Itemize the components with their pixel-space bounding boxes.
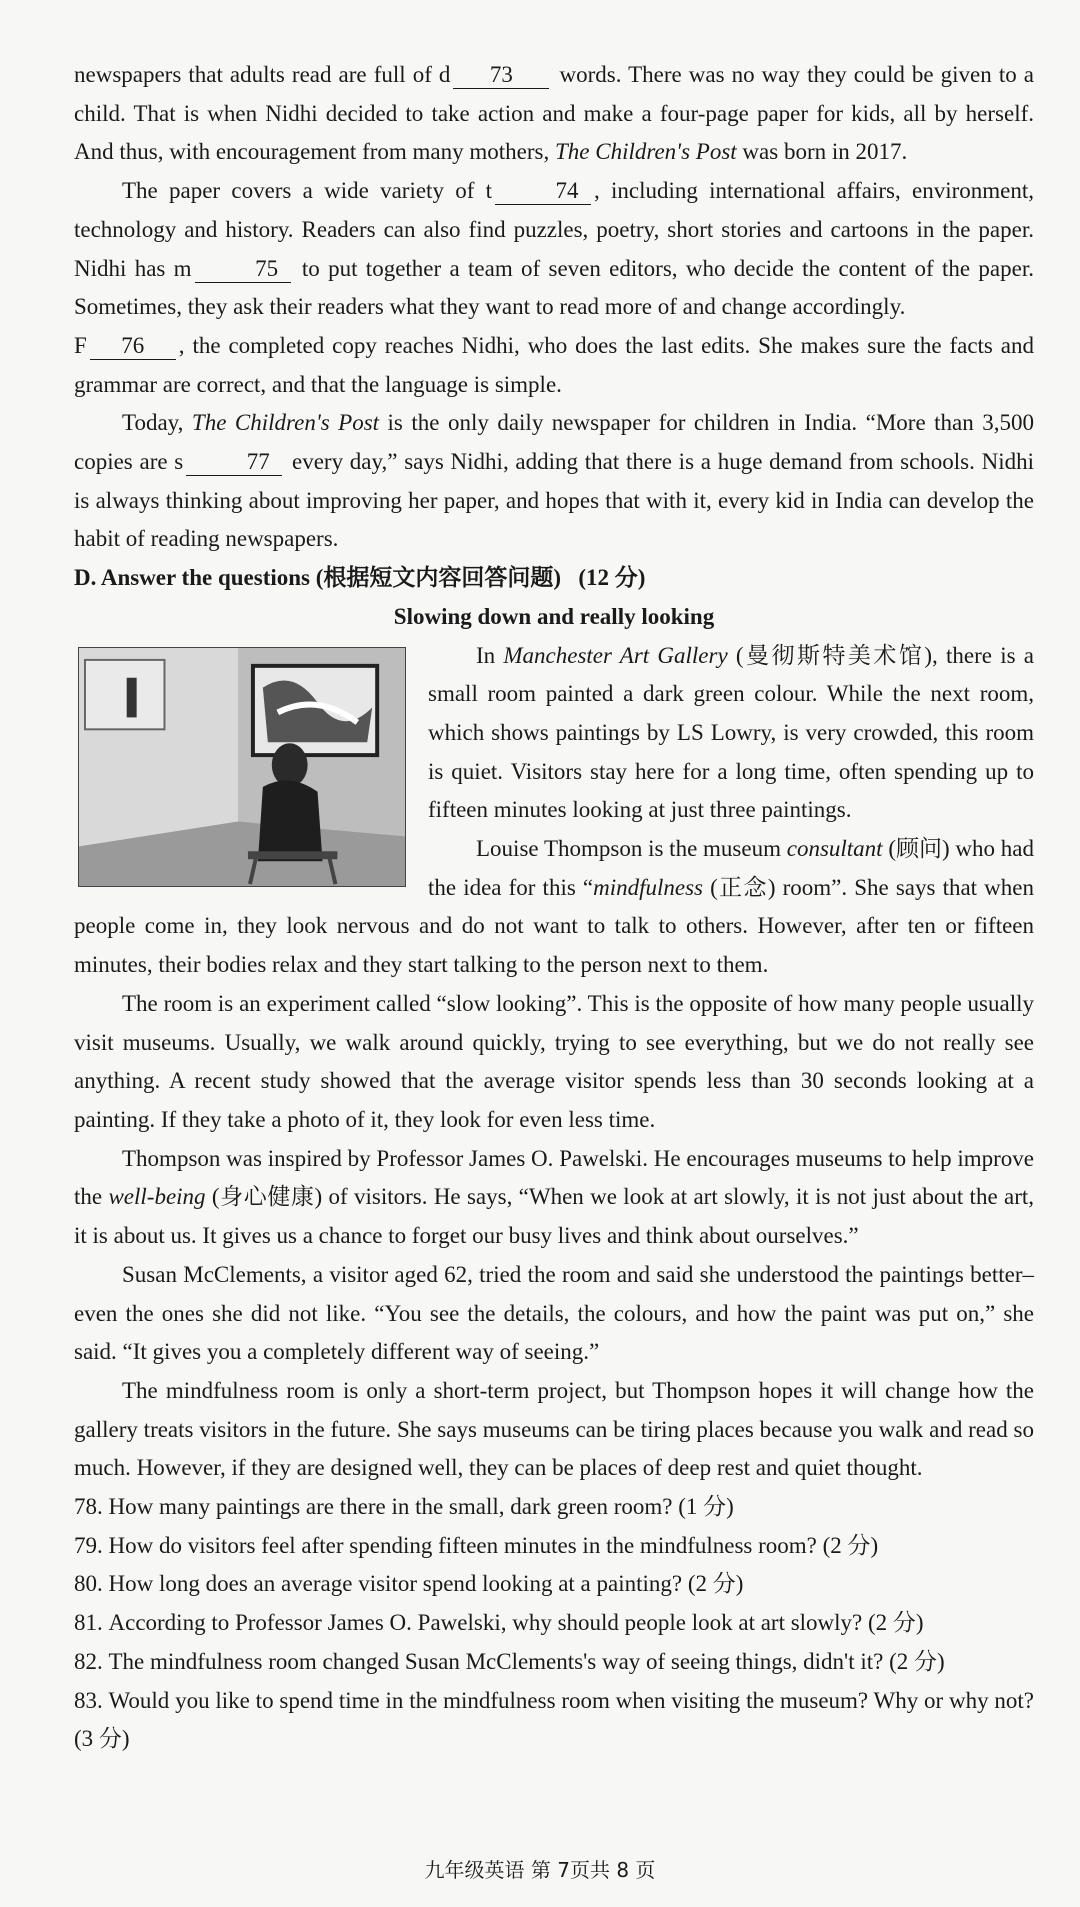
question-82: 82. The mindfulness room changed Susan McClements's way of seeing things, didn't it? (2 分) [74, 1648, 945, 1674]
passage-c-paragraph-1: newspapers that adults read are full of d 73 words. There was no way they could be given to a child. That is when Nidhi decided to take action and make a four-page paper for kids, all by herself. And thus, with encouragement from many mothers, The Children's Post was born in 2017. [74, 62, 1034, 165]
page-content [74, 56, 1034, 1759]
section-d-paragraph-3: The room is an experiment called “slow looking”. This is the opposite of how many people usually visit museums. Usually, we walk around quickly, trying to see everything, but we do not really see anything. A recent study showed that the average visitor spends less than 30 seconds looking at a painting. If they take a photo of it, they look for even less time. [74, 990, 1034, 1132]
gallery-visitor-image-icon [79, 648, 405, 886]
blank-74: 74 [495, 178, 591, 205]
passage-title: Slowing down and really looking [393, 603, 715, 629]
question-83: 83. Would you like to spend time in the mindfulness room when visiting the museum? Why or why not? (3 分) [74, 1687, 1034, 1752]
page-footer: 九年级英语 第 7页共 8 页 [424, 1858, 656, 1882]
gallery-photo [78, 647, 406, 887]
question-81: 81. According to Professor James O. Pawelski, why should people look at art slowly? (2 分) [74, 1610, 924, 1636]
blank-76: 76 [90, 333, 176, 360]
blank-77: 77 [186, 449, 282, 476]
question-78: 78. How many paintings are there in the small, dark green room? (1 分) [74, 1494, 734, 1520]
section-d-paragraph-6: The mindfulness room is only a short-term project, but Thompson hopes it will change how the gallery treats visitors in the future. She says museums can be tiring places because you walk and read so much. However, if they are designed well, they can be places of deep rest and quiet thought. [74, 1377, 1034, 1481]
question-79: 79. How do visitors feel after spending fifteen minutes in the mindfulness room? (2 分) [74, 1532, 879, 1558]
newspaper-title: The Children's Post [554, 139, 737, 165]
passage-c-paragraph-3: F 76 , the completed copy reaches Nidhi, who does the last edits. She makes sure the facts and grammar are correct, and that the language is simple. [74, 332, 1034, 397]
gallery-name: Manchester Art Gallery [503, 642, 728, 668]
section-d-paragraph-4: Thompson was inspired by Professor James O. Pawelski. He encourages museums to help improve the well-being (身心健康) of visitors. He says, “When we look at art slowly, it is not just about the art, it is about us. It gives us a chance to forget our busy lives and think about ourselves.” [74, 1145, 1034, 1249]
section-d-paragraph-5: Susan McClements, a visitor aged 62, tried the room and said she understood the paintings better–even the ones she did not like. “You see the details, the colours, and how the paint was put on,” she said. “It gives you a completely different way of seeing.” [74, 1261, 1034, 1365]
question-80: 80. How long does an average visitor spend looking at a painting? (2 分) [74, 1571, 744, 1597]
newspaper-title: The Children's Post [191, 410, 380, 436]
passage-c-paragraph-2: The paper covers a wide variety of t 74 , including international affairs, environment, technology and history. Readers can also find puzzles, poetry, short stories and cartoons in the paper. Nidhi has m 75 to put together a team of seven editors, who decide the content of the paper. Sometimes, they ask their readers what they want to read more of and change accordingly. [74, 178, 1034, 320]
section-d-heading: D. Answer the questions (根据短文内容回答问题) (12 分) [74, 565, 646, 591]
passage-c-paragraph-4: Today, The Children's Post is the only daily newspaper for children in India. “More than 3,500 copies are s 77 every day,” says Nidhi, adding that there is a huge demand from schools. Nidhi is always thinking about improving her paper, and hopes that with it, every kid in India can develop the habit of reading newspapers. [74, 410, 1034, 552]
section-d-paragraph-1: In Manchester Art Gallery (曼彻斯特美术馆), there is a small room painted a dark green colour. While the next room, which shows paintings by LS Lowry, is very crowded, this room is quiet. Visitors stay here for a long time, often spending up to fifteen minutes looking at just three paintings. [428, 642, 1034, 823]
blank-75: 75 [195, 256, 291, 283]
section-d-paragraph-2: Louise Thompson is the museum consultant (顾问) who had the idea for this “mindfulness (正念) room”. She says that when people come in, they look nervous and do not want to talk to others. However, after ten or fifteen minutes, their bodies relax and they start talking to the person next to them. [74, 836, 1034, 978]
blank-73: 73 [453, 62, 549, 89]
